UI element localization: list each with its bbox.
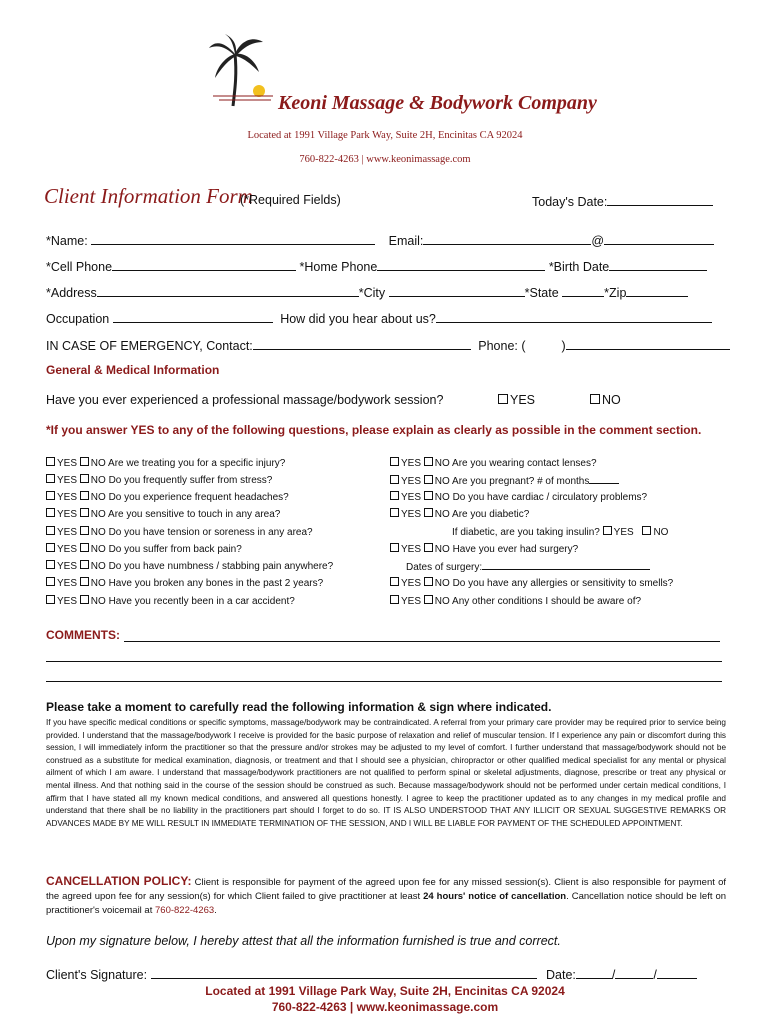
yes-label: YES — [401, 544, 422, 555]
sig-month-field[interactable] — [576, 966, 612, 979]
home-field[interactable] — [377, 258, 545, 271]
question-text: Are we treating you for a specific injury? — [108, 458, 286, 469]
checkbox[interactable] — [46, 560, 55, 569]
checkbox[interactable] — [390, 491, 399, 500]
date-slash: / — [653, 968, 657, 982]
email-at: @ — [591, 234, 605, 248]
phone-row — [46, 258, 707, 274]
experience-yes[interactable] — [498, 393, 535, 407]
comments-line-2[interactable] — [46, 661, 722, 662]
yes-label: YES — [57, 544, 78, 555]
email-label: Email: — [388, 234, 424, 248]
todays-date — [532, 193, 713, 209]
no-label: NO — [434, 492, 450, 503]
sig-day-field[interactable] — [615, 966, 653, 979]
no-label: NO — [90, 527, 106, 538]
instruction-text: *If you answer YES to any of the following questions, please explain as clearly as possible in the comment section. — [46, 423, 702, 437]
question-text: Have you recently been in a car accident? — [108, 596, 295, 607]
no-label: NO — [90, 544, 106, 555]
no-label: NO — [434, 509, 450, 520]
no-label: NO — [90, 458, 106, 469]
signature-row — [46, 966, 697, 982]
checkbox[interactable] — [46, 526, 55, 535]
left-question-4 — [46, 508, 280, 520]
checkbox[interactable] — [498, 394, 508, 404]
yes-label: YES — [401, 476, 422, 487]
question-text: Are you diabetic? — [452, 509, 530, 520]
todays-date-field[interactable] — [607, 193, 713, 206]
question-text: Are you wearing contact lenses? — [452, 458, 597, 469]
yes-label: YES — [510, 393, 536, 407]
cancellation-text-2: . — [566, 891, 569, 902]
signature-label: Client's Signature: — [46, 968, 148, 982]
insulin-question — [452, 526, 668, 538]
city-field[interactable] — [389, 284, 525, 297]
todays-date-label: Today's Date: — [532, 195, 608, 209]
city-label: *City — [358, 286, 386, 300]
yes-label: YES — [57, 527, 78, 538]
no-label: NO — [434, 578, 450, 589]
no-label: NO — [434, 476, 450, 487]
question-text: Have you ever had surgery? — [452, 544, 579, 555]
zip-label: *Zip — [604, 286, 627, 300]
form-title: Client Information Form — [44, 184, 253, 208]
hear-label: How did you hear about us? — [280, 312, 436, 326]
checkbox[interactable] — [390, 595, 399, 604]
no-label: NO — [602, 393, 621, 407]
medical-heading: General & Medical Information — [46, 363, 220, 377]
footer-address: Located at 1991 Village Park Way, Suite 2H, Encinitas CA 92024 — [205, 984, 565, 998]
paren-close: ) — [561, 339, 566, 353]
right-question-3 — [390, 491, 647, 503]
cancellation-text-3: Cancellation notice should be left on practitioner's voicemail at — [46, 891, 727, 916]
left-question-2 — [46, 474, 272, 486]
no-label: NO — [90, 561, 106, 572]
comments-line-1[interactable] — [124, 641, 720, 642]
checkbox[interactable] — [590, 394, 600, 404]
question-text: Do you have cardiac / circulatory problems? — [452, 492, 648, 503]
agreement-body — [46, 717, 726, 830]
yes-label: YES — [401, 492, 422, 503]
birth-field[interactable] — [609, 258, 707, 271]
footer-contact: 760-822-4263 | www.keonimassage.com — [271, 1000, 499, 1014]
left-question-8 — [46, 577, 323, 589]
checkbox[interactable] — [424, 595, 433, 604]
occupation-label: Occupation — [46, 312, 110, 326]
months-field[interactable] — [589, 474, 619, 484]
checkbox[interactable] — [424, 543, 433, 552]
state-field[interactable] — [562, 284, 604, 297]
surgery-dates-field[interactable] — [482, 560, 650, 570]
required-note: (*Required Fields) — [240, 193, 341, 207]
checkbox[interactable] — [46, 577, 55, 586]
hear-field[interactable] — [436, 310, 712, 323]
question-text: If diabetic, are you taking insulin? — [452, 527, 600, 538]
question-text: Any other conditions I should be aware of? — [452, 596, 642, 607]
no-label: NO — [434, 596, 450, 607]
emergency-phone-label: Phone: ( — [478, 339, 526, 353]
right-question-2 — [390, 474, 619, 487]
checkbox[interactable] — [424, 475, 433, 484]
left-question-5 — [46, 526, 313, 538]
question-text: Do you have any allergies or sensitivity to smells? — [452, 578, 674, 589]
emergency-label: IN CASE OF EMERGENCY, Contact: — [46, 339, 253, 353]
question-text: Do you experience frequent headaches? — [108, 492, 289, 503]
no-label: NO — [434, 544, 450, 555]
yes-label: YES — [57, 458, 78, 469]
checkbox[interactable] — [424, 577, 433, 586]
birth-label: *Birth Date — [548, 260, 610, 274]
no-label: NO — [434, 458, 450, 469]
right-question-1 — [390, 457, 597, 469]
zip-field[interactable] — [626, 284, 688, 297]
right-question-5 — [390, 543, 578, 555]
cancellation-policy — [46, 874, 726, 918]
no-label: NO — [653, 527, 669, 538]
comments-line-3[interactable] — [46, 681, 722, 682]
emergency-phone-field[interactable] — [566, 337, 730, 350]
right-question-7 — [390, 595, 641, 607]
right-question-6 — [390, 577, 673, 589]
state-label: *State — [524, 286, 559, 300]
checkbox[interactable] — [46, 474, 55, 483]
agreement-text: If you have specific medical conditions or specific symptoms, massage/bodywork may be contraindicated. A referral from your primary care provider may be required prior to service being provided. I understand that the massage/bodywork I receive is provided for the basic purpose of relaxation and relief of muscular tension. If I experience any pain or discomfort during this session, I will immediately inform the practitioner so that the pressure and/or strokes may be adjusted to my level of comfort. I further understand that massage/bodywork should not be construed as a substitute for medical examination, diagnosis, or treatment and that I should see a physician, chiropractor or other qualified medical specialist for any mental or physical ailment of which I am aware. I understand that massage/bodywork practitioners are not qualified to perform spinal or skeletal adjustments, diagnose, prescribe or treat any physical or mental illness. And that nothing said in the course of the session should be construed as such. Because massage/bodywork should not be performed under certain medical conditions, I affirm that I have stated all my known medical conditions, and answered all questions honestly. I agree to keep the practitioner updated as to any changes in my medical profile and understand that there shall be no liability in the practitioners part should I forget to do so. IT IS ALSO UNDERSTOOD THAT ANY ILLICIT OR SEXUAL SUGGESTIVE REMARKS OR ADVANCES MADE BY ME WILL RESULT IN IMMEDIATE TERMINATION OF THE SESSION, AND I WILL BE LIABLE FOR PAYMENT OF THE SCHEDULED APPOINTMENT. — [46, 718, 726, 828]
question-text: Do you have numbness / stabbing pain anywhere? — [108, 561, 334, 572]
sig-year-field[interactable] — [657, 966, 697, 979]
checkbox[interactable] — [642, 526, 651, 535]
checkbox[interactable] — [46, 508, 55, 517]
checkbox[interactable] — [390, 457, 399, 466]
yes-label: YES — [613, 527, 634, 538]
checkbox[interactable] — [80, 526, 89, 535]
home-label: *Home Phone — [299, 260, 378, 274]
palm-tree-sunset-icon — [205, 34, 275, 110]
question-text: Have you broken any bones in the past 2 years? — [108, 578, 324, 589]
checkbox[interactable] — [390, 508, 399, 517]
attest-statement: Upon my signature below, I hereby attest that all the information furnished is true and correct. — [46, 934, 561, 948]
surgery-dates — [406, 560, 650, 573]
no-label: NO — [90, 492, 106, 503]
checkbox[interactable] — [424, 491, 433, 500]
yes-label: YES — [57, 596, 78, 607]
left-question-9 — [46, 595, 295, 607]
checkbox[interactable] — [80, 457, 89, 466]
checkbox[interactable] — [80, 508, 89, 517]
emergency-row — [46, 337, 730, 353]
checkbox[interactable] — [390, 475, 399, 484]
checkbox[interactable] — [80, 560, 89, 569]
signature-field[interactable] — [151, 966, 537, 979]
checkbox[interactable] — [80, 595, 89, 604]
cell-field[interactable] — [112, 258, 296, 271]
cancellation-text-1: Client is responsible for payment of the agreed upon fee for any missed session(s). Client is also responsible for payment of the agreed upon fee for any session(s) for which Client failed to give practitioner at least — [46, 877, 727, 902]
left-question-7 — [46, 560, 333, 572]
cell-label: *Cell Phone — [46, 260, 113, 274]
header-address: Located at 1991 Village Park Way, Suite 2H, Encinitas CA 92024 — [247, 130, 523, 141]
yes-label: YES — [401, 578, 422, 589]
checkbox[interactable] — [80, 543, 89, 552]
company-name: Keoni Massage & Bodywork Company — [278, 92, 597, 114]
checkbox[interactable] — [80, 577, 89, 586]
header-contact: 760-822-4263 | www.keonimassage.com — [299, 154, 471, 165]
yes-label: YES — [401, 509, 422, 520]
yes-label: YES — [57, 509, 78, 520]
experience-question: Have you ever experienced a professional massage/bodywork session? — [46, 393, 444, 407]
cancellation-text — [46, 874, 726, 918]
date-slash: / — [611, 968, 616, 982]
checkbox[interactable] — [603, 526, 612, 535]
agreement-heading: Please take a moment to carefully read the following information & sign where indicated. — [46, 700, 552, 714]
cancellation-heading: CANCELLATION POLICY: — [46, 874, 192, 888]
occupation-field[interactable] — [113, 310, 273, 323]
occupation-row — [46, 310, 712, 326]
question-text: Are you pregnant? # of months — [452, 476, 590, 487]
checkbox[interactable] — [390, 543, 399, 552]
checkbox[interactable] — [46, 595, 55, 604]
question-text: Dates of surgery: — [406, 562, 483, 573]
yes-label: YES — [401, 596, 422, 607]
checkbox[interactable] — [46, 457, 55, 466]
left-question-6 — [46, 543, 242, 555]
question-text: Do you frequently suffer from stress? — [108, 475, 273, 486]
name-label: *Name: — [46, 234, 88, 248]
question-text: Do you have tension or soreness in any area? — [108, 527, 313, 538]
checkbox[interactable] — [424, 508, 433, 517]
name-row — [46, 232, 714, 248]
no-label: NO — [90, 475, 106, 486]
checkbox[interactable] — [46, 491, 55, 500]
email-user-field[interactable] — [423, 232, 591, 245]
yes-label: YES — [57, 561, 78, 572]
yes-label: YES — [57, 492, 78, 503]
checkbox[interactable] — [46, 543, 55, 552]
checkbox[interactable] — [80, 491, 89, 500]
left-question-1 — [46, 457, 285, 469]
signature-date-label: Date: — [546, 968, 576, 982]
no-label: NO — [90, 509, 106, 520]
cancellation-phone: 760-822-4263 — [155, 905, 215, 916]
yes-label: YES — [57, 475, 78, 486]
address-label: *Address — [46, 286, 97, 300]
email-domain-field[interactable] — [604, 232, 714, 245]
no-label: NO — [90, 578, 106, 589]
no-label: NO — [90, 596, 106, 607]
yes-label: YES — [57, 578, 78, 589]
comments-label: COMMENTS: — [46, 628, 120, 642]
experience-no[interactable] — [590, 393, 621, 407]
name-field[interactable] — [91, 232, 375, 245]
cancellation-text-4: . — [214, 905, 217, 916]
right-question-4 — [390, 508, 529, 520]
address-field[interactable] — [97, 284, 359, 297]
yes-label: YES — [401, 458, 422, 469]
emergency-field[interactable] — [253, 337, 471, 350]
checkbox[interactable] — [424, 457, 433, 466]
checkbox[interactable] — [80, 474, 89, 483]
address-row — [46, 284, 688, 300]
checkbox[interactable] — [390, 577, 399, 586]
question-text: Do you suffer from back pain? — [108, 544, 242, 555]
left-question-3 — [46, 491, 289, 503]
cancellation-bold: 24 hours' notice of cancellation — [423, 891, 567, 902]
question-text: Are you sensitive to touch in any area? — [108, 509, 281, 520]
